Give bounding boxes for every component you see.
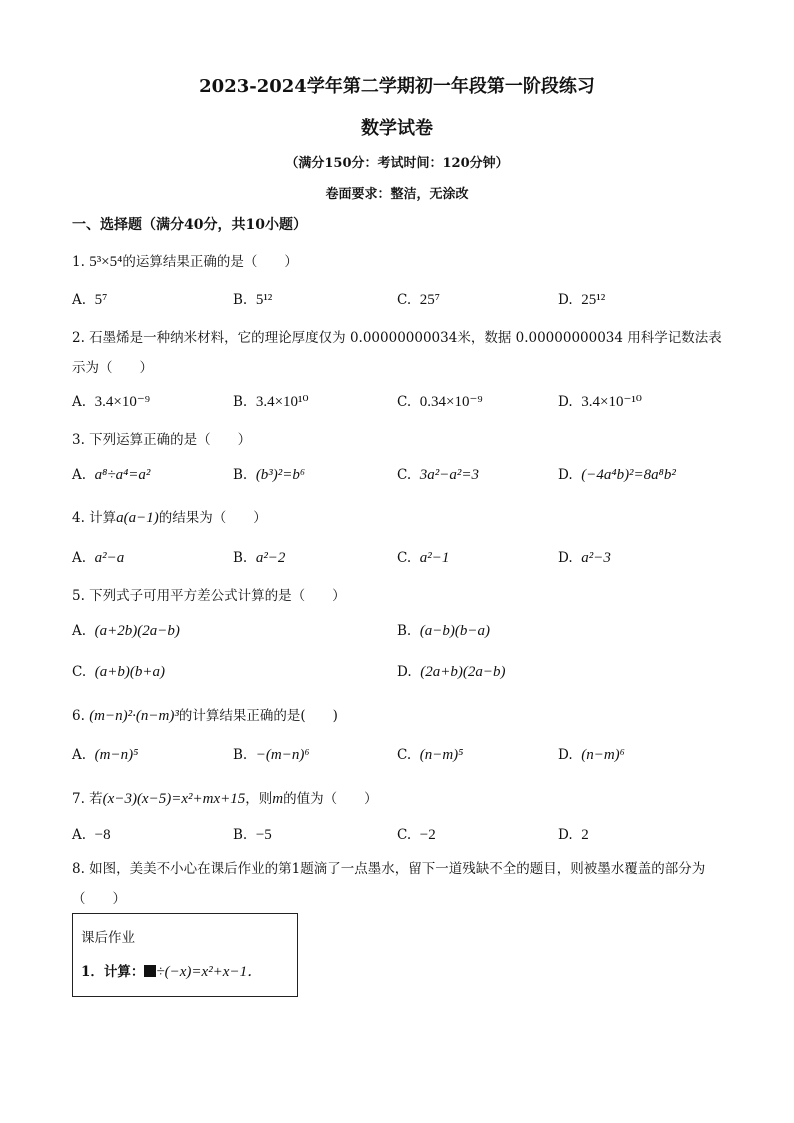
- option-d: D. 3.4×10⁻¹⁰: [558, 394, 642, 410]
- option-b: B. 3.4×10¹⁰: [233, 394, 309, 410]
- option-d: D. (−4a⁴b)²=8a⁸b²: [558, 467, 676, 483]
- option-b: B. a²−2: [233, 550, 286, 566]
- option-a: A. 5⁷: [72, 292, 108, 308]
- question-3: 3. 下列运算正确的是（ ）: [72, 432, 252, 448]
- homework-card-problem: 1．计算： ÷(−x)=x²+x−1．: [81, 964, 263, 980]
- ink-blot: [144, 965, 156, 977]
- question-text: 的计算结果正确的是( ): [178, 708, 338, 724]
- homework-card: [72, 913, 298, 997]
- option-a: A. (a+2b)(2a−b): [72, 623, 180, 639]
- option-a: A. a²−a: [72, 550, 125, 566]
- exam-requirement: 卷面要求：整洁，无涂改: [325, 187, 469, 202]
- question-number: 6.: [72, 708, 85, 724]
- question-8: 8. 如图，美美不小心在课后作业的第1题滴了一点墨水，留下一道残缺不全的题目，则被墨水覆盖的部分为（ ）: [72, 861, 706, 907]
- option-c: C. 25⁷: [397, 292, 440, 308]
- option-b: B. (b³)²=b⁶: [233, 467, 306, 483]
- question-math: (m−n)²·(n−m)³: [89, 708, 179, 724]
- option-c: C. (a+b)(b+a): [72, 664, 165, 680]
- option-d: D. (2a+b)(2a−b): [397, 664, 506, 680]
- question-4: [72, 508, 267, 528]
- question-1: [72, 252, 298, 272]
- option-b: B. 5¹²: [233, 292, 273, 308]
- question-2: 2. 石墨烯是一种纳米材料，它的理论厚度仅为 0.00000000034米，数据 0.00000000034 用科学记数法表示为（ ）: [72, 330, 722, 376]
- homework-card-title: 课后作业: [81, 930, 135, 946]
- option-c: C. (n−m)⁵: [397, 747, 464, 763]
- question-math: (x−3)(x−5)=x²+mx+15: [102, 791, 246, 807]
- question-text: 的值为（ ）: [283, 791, 378, 807]
- exam-title: 2023-2024学年第二学期初一年段第一阶段练习: [199, 76, 595, 97]
- option-d: D. 25¹²: [558, 292, 606, 308]
- question-text: 的运算结果正确的是（ ）: [122, 254, 298, 270]
- option-b: B. −(m−n)⁶: [233, 747, 310, 763]
- question-number: 7. 若: [72, 791, 103, 807]
- section-heading: 一、选择题（满分40分，共10小题）: [72, 217, 307, 233]
- question-text: 的结果为（ ）: [158, 510, 267, 526]
- question-7: 7. 若(x−3)(x−5)=x²+mx+15，则m的值为（ ）: [72, 791, 378, 807]
- question-math: a(a−1): [116, 510, 159, 526]
- option-a: A. (m−n)⁵: [72, 747, 139, 763]
- option-d: D. 2: [558, 827, 589, 843]
- option-c: C. −2: [397, 827, 436, 843]
- option-c: C. 0.34×10⁻⁹: [397, 394, 483, 410]
- option-c: C. a²−1: [397, 550, 450, 566]
- question-6: [72, 706, 338, 726]
- question-number: 4. 计算: [72, 510, 117, 526]
- question-number: 1.: [72, 254, 85, 270]
- option-a: A. 3.4×10⁻⁹: [72, 394, 150, 410]
- option-a: A. −8: [72, 827, 111, 843]
- option-d: D. (n−m)⁶: [558, 747, 625, 763]
- option-c: C. 3a²−a²=3: [397, 467, 479, 483]
- question-variable: m: [272, 791, 284, 807]
- exam-subject: 数学试卷: [361, 118, 433, 139]
- option-b: B. −5: [233, 827, 272, 843]
- question-math: 5³×5⁴: [89, 254, 123, 270]
- exam-meta: （满分150分：考试时间：120分钟）: [285, 156, 509, 171]
- option-b: B. (a−b)(b−a): [397, 623, 491, 639]
- question-5: 5. 下列式子可用平方差公式计算的是（ ）: [72, 588, 346, 604]
- option-d: D. a²−3: [558, 550, 611, 566]
- option-a: A. a⁸÷a⁴=a²: [72, 467, 151, 483]
